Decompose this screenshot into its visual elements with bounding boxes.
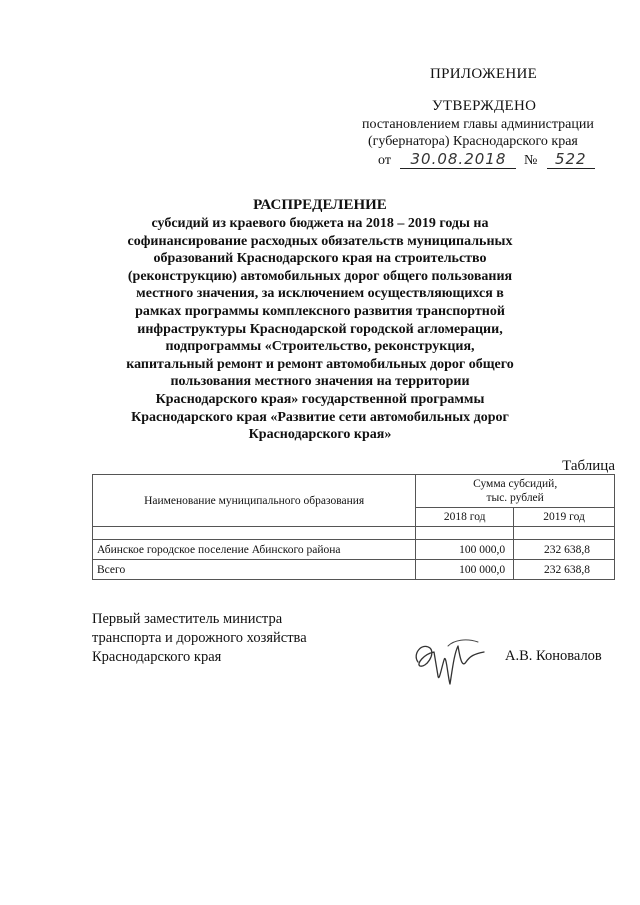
table-row <box>93 540 615 560</box>
handwritten-signature-icon <box>408 632 490 690</box>
signer-position-line1: Первый заместитель министра <box>92 611 283 627</box>
subtitle-line: инфраструктуры Краснодарской городской агломерации, <box>137 321 503 337</box>
approved-by-line2: (губернатора) Краснодарского края <box>368 134 578 149</box>
number-sign: № <box>523 153 538 168</box>
row-municipality: Абинское городское поселение Абинского района <box>93 540 416 560</box>
document-subtitle <box>110 215 530 444</box>
signer-position <box>92 610 307 667</box>
total-label: Всего <box>93 560 416 580</box>
header-year-2018: 2018 год <box>416 508 514 527</box>
spacer-cell <box>93 527 416 540</box>
subtitle-line: Краснодарского края» государственной программы <box>155 391 485 407</box>
row-value-2019: 232 638,8 <box>514 540 615 560</box>
table-header-row <box>93 475 615 508</box>
signer-name: А.В. Коновалов <box>505 648 602 664</box>
table-spacer-row <box>93 527 615 540</box>
table-caption: Таблица <box>562 458 615 474</box>
subtitle-line: местного значения, за исключением осуществляющихся в <box>136 286 504 302</box>
header-subsidy-sum <box>416 475 615 508</box>
subtitle-line: Краснодарского края» <box>248 427 392 443</box>
appendix-label: ПРИЛОЖЕНИЕ <box>430 66 538 82</box>
header-subsidy-sum-line1: Сумма субсидий, <box>473 478 558 490</box>
signer-position-line3: Краснодарского края <box>92 649 222 665</box>
approved-label: УТВЕРЖДЕНО <box>432 98 537 114</box>
subtitle-line: (реконструкцию) автомобильных дорог общего пользования <box>127 268 513 284</box>
subsidy-table <box>92 474 615 580</box>
table-total-row <box>93 560 615 580</box>
approval-date-line <box>378 150 595 169</box>
header-year-2019: 2019 год <box>514 508 615 527</box>
date-prefix: от <box>378 153 391 168</box>
document-title: РАСПРЕДЕЛЕНИЕ <box>253 197 387 213</box>
spacer-cell <box>514 527 615 540</box>
spacer-cell <box>416 527 514 540</box>
total-value-2018: 100 000,0 <box>416 560 514 580</box>
header-subsidy-sum-line2: тыс. рублей <box>486 492 544 504</box>
handwritten-date: 30.08.2018 <box>400 150 516 169</box>
approved-by-line1: постановлением главы администрации <box>362 117 594 132</box>
header-municipality: Наименование муниципального образования <box>93 475 416 527</box>
subtitle-line: образований Краснодарского края на строительство <box>153 251 487 267</box>
subtitle-line: пользования местного значения на территории <box>170 374 470 390</box>
subtitle-line: субсидий из краевого бюджета на 2018 – 2019 годы на <box>151 216 489 231</box>
row-value-2018: 100 000,0 <box>416 540 514 560</box>
total-value-2019: 232 638,8 <box>514 560 615 580</box>
subtitle-line: софинансирование расходных обязательств муниципальных <box>127 233 513 249</box>
signer-position-line2: транспорта и дорожного хозяйства <box>92 630 307 646</box>
subtitle-line: рамках программы комплексного развития транспортной <box>135 303 505 319</box>
subtitle-line: Краснодарского края «Развитие сети автомобильных дорог <box>131 409 509 425</box>
handwritten-number: 522 <box>547 150 595 169</box>
subtitle-line: подпрограммы «Строительство, реконструкция, <box>165 339 475 355</box>
subtitle-line: капитальный ремонт и ремонт автомобильных дорог общего <box>126 356 514 372</box>
